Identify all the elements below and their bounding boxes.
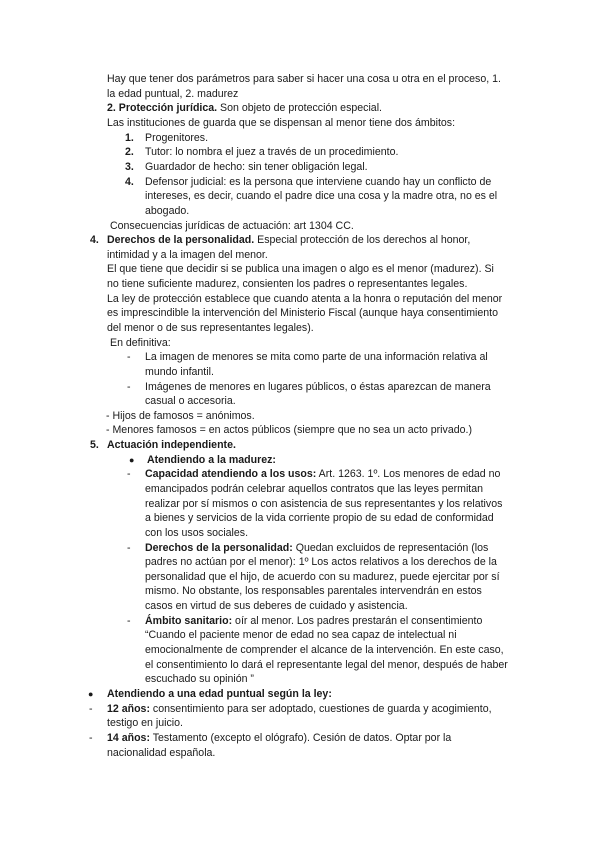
list-marker: -	[127, 542, 131, 554]
list-item: Progenitores.	[145, 132, 209, 144]
list-item-cont: casual o accesoria.	[145, 395, 236, 407]
list-item: Imágenes de menores en lugares públicos, o éstas aparezcan de manera	[145, 381, 491, 393]
bullet-icon: ●	[88, 689, 94, 699]
list-marker: -	[127, 351, 131, 363]
text-line: El que tiene que decidir si se publica una imagen o algo es el menor (madurez). Si	[107, 263, 494, 275]
text-line: En definitiva:	[110, 337, 171, 349]
list-item-cont: casos en virtud de sus deberes de cuidado y asistencia.	[145, 600, 408, 612]
list-marker: -	[89, 703, 93, 715]
list-item: Guardador de hecho: sin tener obligación legal.	[145, 161, 368, 173]
list-item-cont: realizar por sí mismos o con asistencia de sus representantes y los relativos	[145, 498, 503, 510]
list-marker: -	[127, 615, 131, 627]
list-marker: 4.	[125, 176, 134, 188]
text-line: intimidad y a la imagen del menor.	[107, 249, 268, 261]
bold-heading: 2. Protección jurídica.	[107, 102, 218, 114]
text-line: - Hijos de famosos = anónimos.	[106, 410, 255, 422]
list-item: La imagen de menores se mita como parte de una información relativa al	[145, 351, 488, 363]
list-item-cont: escuchado su opinión ”	[145, 673, 254, 685]
section-heading: 2. Protección jurídica. Son objeto de protección especial.	[107, 102, 382, 114]
list-item-cont: emocionalmente de comprender el alcance de la intervención. En este caso,	[145, 644, 504, 656]
list-item-cont: abogado.	[145, 205, 190, 217]
bullet-heading: Atendiendo a la madurez:	[147, 454, 276, 466]
text-line: - Menores famosos = en actos públicos (siempre que no sea un acto privado.)	[106, 424, 472, 436]
list-item-cont: nacionalidad española.	[107, 747, 216, 759]
list-marker: 3.	[125, 161, 134, 173]
bold-heading: Ámbito sanitario:	[145, 615, 233, 627]
bold-heading: Capacidad atendiendo a los usos:	[145, 468, 317, 480]
list-item-cont: mismo. No obstante, los responsables parentales intervendrán en estos	[145, 585, 482, 597]
list-item-cont: testigo en juicio.	[107, 717, 183, 729]
list-item-cont: emancipados podrán celebrar aquellos contratos que las leyes permitan	[145, 483, 484, 495]
list-item: Defensor judicial: es la persona que interviene cuando hay un conflicto de	[145, 176, 492, 188]
list-item-cont: padres no actúan por el menor): 1º Los actos relativos a los derechos de la	[145, 556, 497, 568]
text-line: es imprescindible la intervención del Ministerio Fiscal (aunque haya consentimiento	[107, 307, 498, 319]
list-item-cont: mundo infantil.	[145, 366, 214, 378]
bold-heading: 14 años:	[107, 732, 150, 744]
bullet-heading: Atendiendo a una edad puntual según la ley:	[107, 688, 332, 700]
section-number: 5.	[90, 439, 99, 451]
text-line: la edad puntual, 2. madurez	[107, 88, 239, 100]
list-item-cont: intereses, es decir, cuando el padre dice una cosa y la madre otra, no es el	[145, 190, 498, 202]
text-line: Consecuencias jurídicas de actuación: art 1304 CC.	[110, 220, 354, 232]
section-heading: Actuación independiente.	[107, 439, 236, 451]
list-marker: -	[127, 381, 131, 393]
list-item: Derechos de la personalidad: Quedan excluidos de representación (los	[145, 542, 489, 554]
list-item: 14 años: Testamento (excepto el ológrafo). Cesión de datos. Optar por la	[107, 732, 452, 744]
list-marker: -	[127, 468, 131, 480]
section-number: 4.	[90, 234, 99, 246]
list-item-cont: personalidad que el hijo, de acuerdo con su madurez, puede ejercitar por sí	[145, 571, 500, 583]
text-line: Hay que tener dos parámetros para saber si hacer una cosa u otra en el proceso, 1.	[107, 73, 501, 85]
list-item-cont: con los usos sociales.	[145, 527, 249, 539]
text-line: no tiene suficiente madurez, consienten los padres o representantes legales.	[107, 278, 468, 290]
bold-heading: 12 años:	[107, 703, 150, 715]
bold-heading: Derechos de la personalidad:	[145, 542, 293, 554]
list-item-cont: “Cuando el paciente menor de edad no sea capaz de intelectual ni	[145, 629, 457, 641]
list-item-cont: el consentimiento lo dará el representante legal del menor, después de haber	[145, 659, 508, 671]
list-item-cont: a bienes y servicios de la vida corriente propio de su edad de conformidad	[145, 512, 494, 524]
bold-heading: Derechos de la personalidad.	[107, 234, 255, 246]
list-item: Capacidad atendiendo a los usos: Art. 1263. 1º. Los menores de edad no	[145, 468, 501, 480]
list-marker: 1.	[125, 132, 134, 144]
list-marker: 2.	[125, 146, 134, 158]
list-item: Ámbito sanitario: oír al menor. Los padres prestarán el consentimiento	[145, 615, 483, 627]
list-item: 12 años: consentimiento para ser adoptado, cuestiones de guarda y acogimiento,	[107, 703, 492, 715]
section-heading: Derechos de la personalidad. Especial protección de los derechos al honor,	[107, 234, 471, 246]
list-item: Tutor: lo nombra el juez a través de un procedimiento.	[145, 146, 399, 158]
text-line: La ley de protección establece que cuando atenta a la honra o reputación del menor	[107, 293, 503, 305]
bullet-icon: ●	[129, 455, 135, 465]
text-line: Las instituciones de guarda que se dispensan al menor tiene dos ámbitos:	[107, 117, 456, 129]
list-marker: -	[89, 732, 93, 744]
text-line: del menor o de sus representantes legales).	[107, 322, 314, 334]
